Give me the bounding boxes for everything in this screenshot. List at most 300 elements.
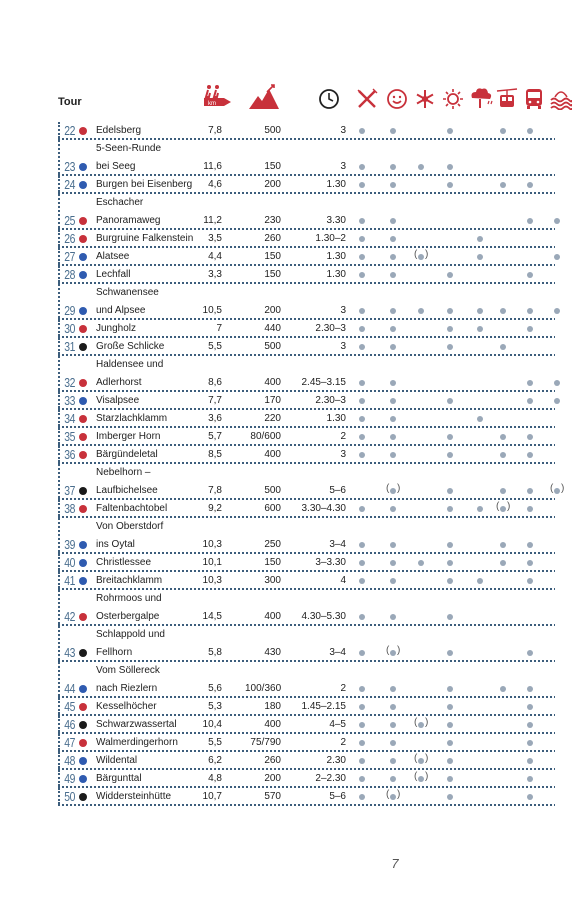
feature-dot [359,560,365,566]
tour-number: 43 [64,645,75,660]
table-row [0,122,579,140]
duration-value: 2 [340,683,346,694]
tour-name: Nebelhorn – [96,467,151,478]
tour-number: 30 [64,321,75,336]
tour-name: Große Schlicke [96,341,165,352]
tree-rain-icon [468,86,494,110]
tour-name: Fellhorn [96,647,133,658]
difficulty-dot [79,343,87,351]
feature-dot [359,344,365,350]
feature-dot [477,326,483,332]
tour-number: 50 [64,789,75,804]
feature-dot [477,254,483,260]
difficulty-dot [79,739,87,747]
difficulty-dot [79,703,87,711]
difficulty-dot [79,235,87,243]
feature-dot [527,578,533,584]
feature-dot [390,236,396,242]
elevation-value: 430 [264,647,281,658]
feature-dot [447,740,453,746]
feature-dot [447,704,453,710]
feature-dot [527,326,533,332]
feature-dot [390,776,396,782]
difficulty-dot [79,307,87,315]
feature-dot [527,704,533,710]
tour-number: 48 [64,753,75,768]
elevation-value: 230 [264,215,281,226]
tour-number: 38 [64,501,75,516]
duration-value: 5–6 [329,791,346,802]
difficulty-dot [79,163,87,171]
distance-value: 10,5 [202,305,222,316]
difficulty-dot [79,505,87,513]
feature-dot [447,452,453,458]
bus-icon [524,88,544,110]
table-row [0,446,579,464]
tour-number: 22 [64,123,75,138]
feature-dot [390,164,396,170]
feature-dot [477,506,483,512]
duration-value: 2.30–3 [315,395,346,406]
feature-dot [359,794,365,800]
elevation-value: 200 [264,773,281,784]
duration-value: 2–2.30 [315,773,346,784]
tour-name: Kesselhöcher [96,701,157,712]
feature-dot [390,758,396,764]
feature-dot [390,506,396,512]
tour-name: nach Riezlern [96,683,158,694]
tour-name: Widdersteinhütte [96,791,172,802]
feature-dot [527,452,533,458]
feature-dot [359,542,365,548]
table-row [0,788,579,806]
distance-value: 7,7 [208,395,222,406]
distance-value: 5,8 [208,647,222,658]
feature-dot [390,344,396,350]
distance-value: 7,8 [208,125,222,136]
distance-value: 3,6 [208,413,222,424]
distance-value: 5,7 [208,431,222,442]
distance-value: 5,3 [208,701,222,712]
feature-dot [359,686,365,692]
table-row [0,770,579,788]
feature-dot [390,704,396,710]
feature-dot [527,434,533,440]
feature-dot [500,506,506,512]
table-row [0,500,579,518]
duration-value: 3 [340,305,346,316]
feature-dot [477,236,483,242]
feature-dot [359,776,365,782]
feature-dot [418,776,424,782]
table-row [0,752,579,770]
table-row [0,284,579,320]
table-row [0,716,579,734]
tour-name: Bärgündeletal [96,449,158,460]
snowflake-icon [414,88,436,110]
distance-value: 5,5 [208,737,222,748]
feature-dot [359,398,365,404]
duration-value: 3.30–4.30 [301,503,346,514]
feature-dot [359,380,365,386]
duration-value: 5–6 [329,485,346,496]
feature-dot [359,758,365,764]
tour-number: 26 [64,231,75,246]
tour-name: Vom Söllereck [96,665,160,676]
sun-icon [442,88,464,110]
tour-column-label: Tour [58,96,82,108]
feature-dot [390,398,396,404]
table-row [0,356,579,392]
distance-value: 10,4 [202,719,222,730]
elevation-value: 150 [264,269,281,280]
distance-value: 8,6 [208,377,222,388]
difficulty-dot [79,271,87,279]
feature-dot [447,128,453,134]
tour-name: Visalpsee [96,395,140,406]
tour-name: bei Seeg [96,161,136,172]
tour-name: Schwarzwassertal [96,719,177,730]
elevation-value: 200 [264,305,281,316]
feature-dot [359,326,365,332]
feature-dot [359,182,365,188]
table-row [0,590,579,626]
tour-name: Eschacher [96,197,144,208]
feature-dot [447,272,453,278]
distance-value: 5,5 [208,341,222,352]
tour-number: 46 [64,717,75,732]
tour-name: Faltenbachtobel [96,503,168,514]
elevation-value: 300 [264,575,281,586]
tour-name: Burgen bei Eisenberg [96,179,193,190]
feature-dot [390,272,396,278]
table-row [0,428,579,446]
distance-value: 8,5 [208,449,222,460]
cable-car-icon [496,88,518,110]
table-row [0,734,579,752]
elevation-value: 570 [264,791,281,802]
feature-dot [447,614,453,620]
tour-number: 27 [64,249,75,264]
feature-dot [418,254,424,260]
duration-value: 4–5 [329,719,346,730]
tour-name: Osterbergalpe [96,611,160,622]
feature-dot [447,650,453,656]
tour-name: Imberger Horn [96,431,161,442]
feature-dot [390,218,396,224]
feature-dot [527,794,533,800]
feature-dot [554,308,560,314]
feature-dot [418,560,424,566]
feature-dot [447,794,453,800]
table-row [0,266,579,284]
feature-dot [418,308,424,314]
duration-value: 2 [340,431,346,442]
distance-value: 10,3 [202,575,222,586]
feature-dot [447,308,453,314]
difficulty-dot [79,541,87,549]
elevation-value: 250 [264,539,281,550]
tour-name: Schlappold und [96,629,165,640]
feature-dot [390,686,396,692]
feature-dot [527,758,533,764]
elevation-value: 150 [264,161,281,172]
feature-dot [527,272,533,278]
feature-dot [390,614,396,620]
tour-number: 35 [64,429,75,444]
feature-dot [500,344,506,350]
feature-dot [359,578,365,584]
difficulty-dot [79,415,87,423]
feature-dot [390,380,396,386]
distance-value: 10,3 [202,539,222,550]
tour-number: 32 [64,375,75,390]
elevation-value: 180 [264,701,281,712]
tour-name: Walmerdingerhorn [96,737,178,748]
elevation-value: 80/600 [250,431,281,442]
feature-dot [390,326,396,332]
feature-dot [447,182,453,188]
feature-dot [500,434,506,440]
duration-value: 1.30 [326,179,346,190]
tour-number: 36 [64,447,75,462]
difficulty-dot [79,181,87,189]
table-row [0,554,579,572]
feature-dot [500,452,506,458]
duration-value: 3–4 [329,647,346,658]
feature-dot [527,488,533,494]
feature-dot [447,578,453,584]
distance-value: 11,2 [203,215,222,226]
smiley-icon [386,88,408,110]
tour-number: 34 [64,411,75,426]
feature-dot [359,272,365,278]
difficulty-dot [79,487,87,495]
feature-dot [527,308,533,314]
difficulty-dot [79,253,87,261]
duration-value: 4.30–5.30 [301,611,346,622]
tour-name: 5-Seen-Runde [96,143,162,154]
table-row [0,572,579,590]
elevation-value: 500 [264,125,281,136]
feature-dot [447,326,453,332]
elevation-value: 150 [264,557,281,568]
water-icon [550,88,572,110]
elevation-value: 75/790 [250,737,281,748]
feature-dot [390,128,396,134]
distance-value: 7,8 [208,485,222,496]
elevation-value: 200 [264,179,281,190]
duration-value: 3–3.30 [315,557,346,568]
tour-name: Panoramaweg [96,215,161,226]
feature-dot [447,488,453,494]
table-row [0,338,579,356]
feature-dot [447,164,453,170]
table-row [0,662,579,698]
feature-dot [500,308,506,314]
feature-dot [447,344,453,350]
feature-dot [527,218,533,224]
feature-dot [359,452,365,458]
row-divider [58,804,555,806]
feature-dot [500,182,506,188]
table-row [0,698,579,716]
feature-dot [447,560,453,566]
feature-dot [390,794,396,800]
feature-dot [390,542,396,548]
distance-value: 6,2 [208,755,222,766]
elevation-value: 220 [264,413,281,424]
table-row [0,248,579,266]
svg-text:km: km [208,101,216,107]
tour-number: 41 [64,573,75,588]
distance-value: 11,6 [203,161,222,172]
feature-dot [447,776,453,782]
duration-value: 3.30 [326,215,346,226]
feature-dot [527,182,533,188]
duration-value: 3–4 [329,539,346,550]
difficulty-dot [79,451,87,459]
tour-name: Jungholz [96,323,137,334]
elevation-value: 600 [264,503,281,514]
feature-dot [359,434,365,440]
difficulty-dot [79,793,87,801]
difficulty-dot [79,775,87,783]
elevation-value: 440 [264,323,281,334]
tour-number: 44 [64,681,75,696]
table-row [0,194,579,230]
elevation-value: 100/360 [245,683,282,694]
feature-dot [418,758,424,764]
feature-dot [359,236,365,242]
tour-number: 25 [64,213,75,228]
tour-name: Burgruine Falkenstein [96,233,194,244]
tour-number: 29 [64,303,75,318]
duration-value: 1.30 [326,413,346,424]
feature-dot [500,686,506,692]
mountain-elevation-icon [248,84,280,110]
duration-value: 1.45–2.15 [301,701,346,712]
distance-value: 4,6 [208,179,222,190]
tour-number: 31 [64,339,75,354]
table-row [0,140,579,176]
feature-dot [554,254,560,260]
feature-dot [359,164,365,170]
difficulty-dot [79,127,87,135]
elevation-value: 260 [264,755,281,766]
tour-name: Rohrmoos und [96,593,162,604]
table-row [0,464,579,500]
feature-dot [390,722,396,728]
tour-number: 39 [64,537,75,552]
feature-dot [359,740,365,746]
table-row [0,176,579,194]
difficulty-dot [79,559,87,567]
difficulty-dot [79,685,87,693]
duration-value: 1.30 [326,269,346,280]
feature-dot [390,452,396,458]
duration-value: 3 [340,449,346,460]
feature-dot [359,506,365,512]
elevation-value: 500 [264,485,281,496]
difficulty-dot [79,379,87,387]
feature-dot [527,560,533,566]
distance-value: 4,4 [208,251,222,262]
distance-value: 3,5 [208,233,222,244]
feature-dot [447,758,453,764]
duration-value: 2.30 [326,755,346,766]
feature-dot [390,740,396,746]
distance-value: 14,5 [202,611,222,622]
feature-dot [527,686,533,692]
tour-number: 49 [64,771,75,786]
feature-dot [447,722,453,728]
tour-number: 47 [64,735,75,750]
feature-dot [447,542,453,548]
difficulty-dot [79,577,87,585]
tour-number: 33 [64,393,75,408]
feature-dot [527,398,533,404]
feature-dot [477,308,483,314]
tour-number: 40 [64,555,75,570]
distance-value: 7 [216,323,222,334]
restaurant-icon [356,88,378,110]
tour-number: 23 [64,159,75,174]
tour-table [0,122,579,806]
tour-name: Laufbichelsee [96,485,158,496]
distance-value: 3,3 [208,269,222,280]
tour-name: Alatsee [96,251,130,262]
feature-dot [359,128,365,134]
distance-value: 5,6 [208,683,222,694]
tour-name: Breitachklamm [96,575,163,586]
feature-dot [554,218,560,224]
feature-dot [359,254,365,260]
difficulty-dot [79,757,87,765]
feature-dot [359,722,365,728]
feature-dot [554,488,560,494]
tour-name: Bärgunttal [96,773,142,784]
feature-dot [390,308,396,314]
elevation-value: 260 [264,233,281,244]
difficulty-dot [79,721,87,729]
hiking-km-icon [200,84,234,108]
tour-number: 42 [64,609,75,624]
feature-dot [477,578,483,584]
difficulty-dot [79,649,87,657]
tour-number: 37 [64,483,75,498]
tour-name: Edelsberg [96,125,142,136]
feature-dot [390,434,396,440]
feature-dot [527,506,533,512]
feature-dot [554,380,560,386]
feature-dot [500,560,506,566]
distance-value: 9,2 [208,503,222,514]
feature-dot [359,650,365,656]
feature-dot [527,740,533,746]
feature-dot [359,308,365,314]
feature-dot [390,650,396,656]
feature-dot [527,650,533,656]
feature-dot [527,128,533,134]
table-row [0,410,579,428]
tour-name: und Alpsee [96,305,146,316]
table-row [0,518,579,554]
tour-name: Starzlachklamm [96,413,168,424]
duration-value: 2.45–3.15 [301,377,346,388]
table-header [0,80,579,120]
table-row [0,626,579,662]
